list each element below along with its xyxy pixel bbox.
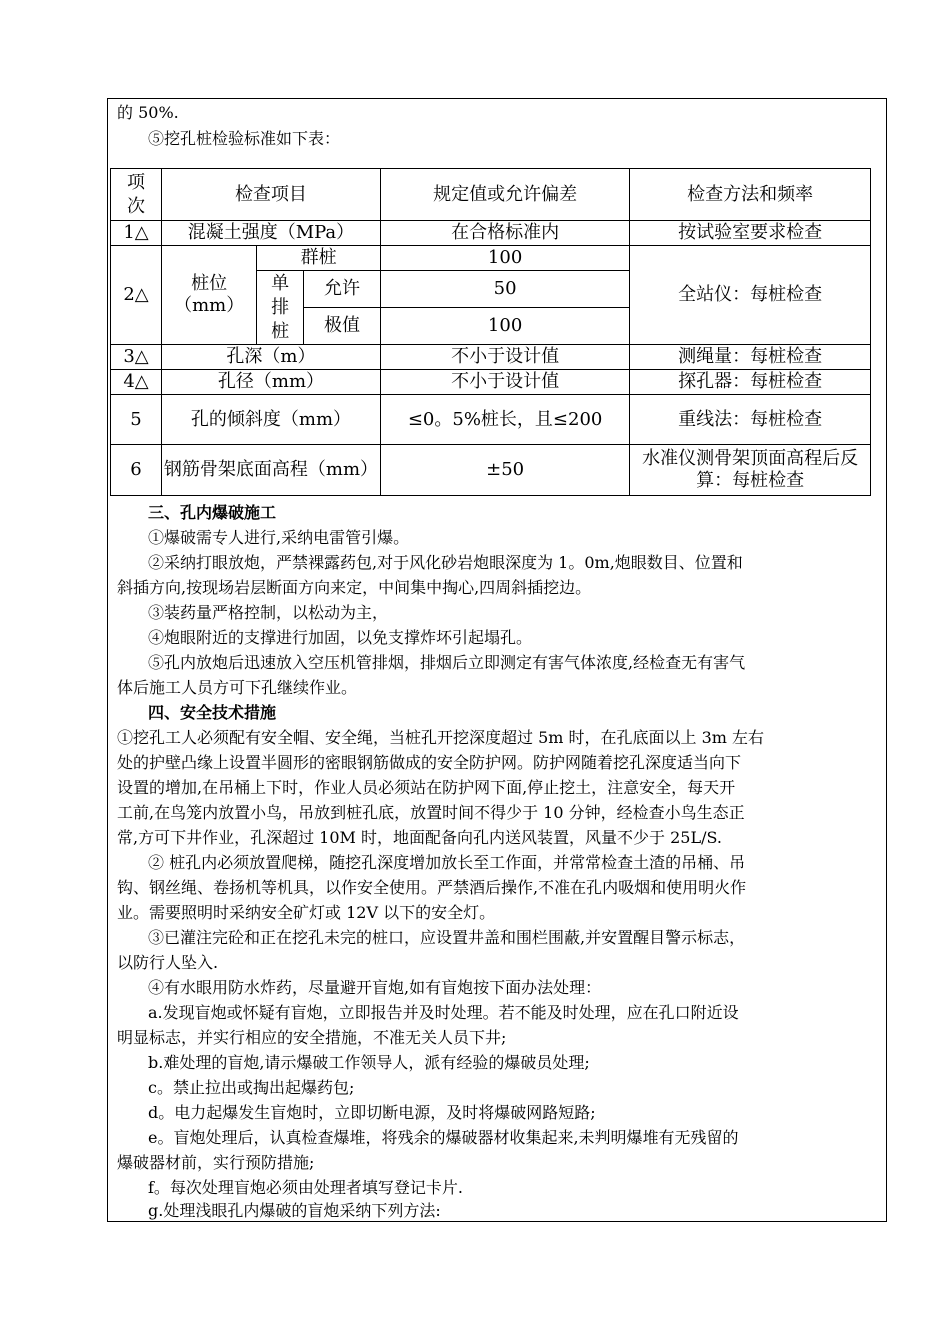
pile-inspection-table bbox=[110, 168, 871, 496]
section4-line: 钩、钢丝绳、卷扬机等机具，以作安全使用。严禁酒后操作,不准在孔内吸烟和使用明火作 bbox=[117, 878, 747, 897]
row1-method: 按试验室要求检查 bbox=[630, 221, 871, 246]
section4-line: c。禁止拉出或掏出起爆药包; bbox=[148, 1078, 355, 1097]
row5-value: ≤0。5%桩长，且≤200 bbox=[380, 395, 629, 445]
section4-line: g.处理浅眼孔内爆破的盲炮采纳下列方法: bbox=[148, 1201, 441, 1220]
row2-limit-label: 极值 bbox=[303, 308, 380, 345]
row3-value: 不小于设计值 bbox=[380, 345, 629, 370]
section4-title: 四、安全技术措施 bbox=[148, 703, 277, 722]
section3-line: 斜插方向,按现场岩层断面方向来定，中间集中掏心,四周斜插挖边。 bbox=[117, 578, 592, 597]
row2-allow-value: 50 bbox=[380, 271, 629, 308]
row4-item: 孔径（mm） bbox=[161, 370, 380, 395]
section4-line: 爆破器材前，实行预防措施; bbox=[117, 1153, 315, 1172]
section4-line: ③已灌注完砼和正在挖孔未完的桩口，应设置井盖和围栏围蔽,并安置醒目警示标志， bbox=[148, 928, 746, 947]
row3-item: 孔深（m） bbox=[161, 345, 380, 370]
row1-item: 混凝土强度（MPa） bbox=[161, 221, 380, 246]
header-tolerance: 规定值或允许偏差 bbox=[380, 169, 629, 221]
row2-item: 桩位（mm） bbox=[161, 246, 256, 345]
row2-group-label: 群桩 bbox=[257, 246, 381, 271]
table-row bbox=[111, 221, 871, 246]
section4-line: 工前,在鸟笼内放置小鸟，吊放到桩孔底，放置时间不得少于 10 分钟，经检查小鸟生态正 bbox=[117, 803, 745, 822]
row2-method: 全站仪：每桩检查 bbox=[630, 246, 871, 345]
table-row bbox=[111, 370, 871, 395]
header-check-item: 检查项目 bbox=[161, 169, 380, 221]
row4-method: 探孔器：每桩检查 bbox=[630, 370, 871, 395]
row1-value: 在合格标准内 bbox=[380, 221, 629, 246]
section4-line: a.发现盲炮或怀疑有盲炮，立即报告并及时处理。若不能及时处理，应在孔口附近设 bbox=[148, 1003, 739, 1022]
section4-line: ④有水眼用防水炸药，尽量避开盲炮,如有盲炮按下面办法处理： bbox=[148, 978, 602, 997]
row3-method: 测绳量：每桩检查 bbox=[630, 345, 871, 370]
row6-value: ±50 bbox=[380, 445, 629, 496]
section4-line: 业。需要照明时采纳安全矿灯或 12V 以下的安全灯。 bbox=[117, 903, 496, 922]
section3-line: 体后施工人员方可下孔继续作业。 bbox=[117, 678, 358, 697]
header-item-no: 项次 bbox=[126, 171, 145, 217]
table-header-row bbox=[111, 169, 871, 221]
table-row bbox=[111, 246, 871, 271]
section4-line: 设置的增加,在吊桶上下时，作业人员必须站在防护网下面,停止挖土，注意安全，每天开 bbox=[117, 778, 736, 797]
row3-no: 3△ bbox=[111, 345, 162, 370]
section4-line: ①挖孔工人必须配有安全帽、安全绳，当桩孔开挖深度超过 5m 时，在孔底面以上 3m 左右 bbox=[117, 728, 765, 747]
intro-line-2: ⑤挖孔桩检验标准如下表： bbox=[148, 129, 341, 148]
section4-line: 处的护壁凸缘上设置半圆形的密眼钢筋做成的安全防护网。防护网随着挖孔深度适当向下 bbox=[117, 753, 742, 772]
row2-allow-label: 允许 bbox=[303, 271, 380, 308]
section3-line: ①爆破需专人进行,采纳电雷管引爆。 bbox=[148, 528, 410, 547]
section4-line: 以防行人坠入. bbox=[117, 953, 219, 972]
section3-line: ④炮眼附近的支撑进行加固，以免支撑炸坏引起塌孔。 bbox=[148, 628, 533, 647]
section4-line: ② 桩孔内必须放置爬梯，随挖孔深度增加放长至工作面，并常常检查土渣的吊桶、吊 bbox=[148, 853, 746, 872]
row4-value: 不小于设计值 bbox=[380, 370, 629, 395]
row2-group-value: 100 bbox=[380, 246, 629, 271]
row5-method: 重线法：每桩检查 bbox=[630, 395, 871, 445]
row6-item: 钢筋骨架底面高程（mm） bbox=[161, 445, 380, 496]
row6-method: 水准仪测骨架顶面高程后反算：每桩检查 bbox=[630, 445, 871, 496]
table-row bbox=[111, 445, 871, 496]
section4-line: d。电力起爆发生盲炮时，立即切断电源，及时将爆破网路短路; bbox=[148, 1103, 596, 1122]
section3-title: 三、孔内爆破施工 bbox=[148, 503, 277, 522]
section4-line: b.难处理的盲炮,请示爆破工作领导人，派有经验的爆破员处理; bbox=[148, 1053, 590, 1072]
row6-no: 6 bbox=[111, 445, 162, 496]
section3-line: ⑤孔内放炮后迅速放入空压机管排烟，排烟后立即测定有害气体浓度,经检查无有害气 bbox=[148, 653, 746, 672]
intro-line-1: 的 50%. bbox=[117, 103, 179, 122]
section4-line: 明显标志，并实行相应的安全措施，不准无关人员下井; bbox=[117, 1028, 507, 1047]
row1-no: 1△ bbox=[111, 221, 162, 246]
section4-line: 常,方可下井作业，孔深超过 10M 时，地面配备向孔内送风装置，风量不少于 25L/S. bbox=[117, 828, 722, 847]
section4-line: f。每次处理盲炮必须由处理者填写登记卡片. bbox=[148, 1178, 464, 1197]
table-row bbox=[111, 345, 871, 370]
row2-limit-value: 100 bbox=[380, 308, 629, 345]
row2-no: 2△ bbox=[111, 246, 162, 345]
row5-no: 5 bbox=[111, 395, 162, 445]
row2-single-label: 单排桩 bbox=[271, 272, 290, 342]
header-method: 检查方法和频率 bbox=[630, 169, 871, 221]
section3-line: ③装药量严格控制，以松动为主， bbox=[148, 603, 389, 622]
section4-line: e。盲炮处理后，认真检查爆堆，将残余的爆破器材收集起来,未判明爆堆有无残留的 bbox=[148, 1128, 739, 1147]
row5-item: 孔的倾斜度（mm） bbox=[161, 395, 380, 445]
row4-no: 4△ bbox=[111, 370, 162, 395]
section3-line: ②采纳打眼放炮，严禁裸露药包,对于风化砂岩炮眼深度为 1。0m,炮眼数目、位置和 bbox=[148, 553, 743, 572]
table-row bbox=[111, 395, 871, 445]
